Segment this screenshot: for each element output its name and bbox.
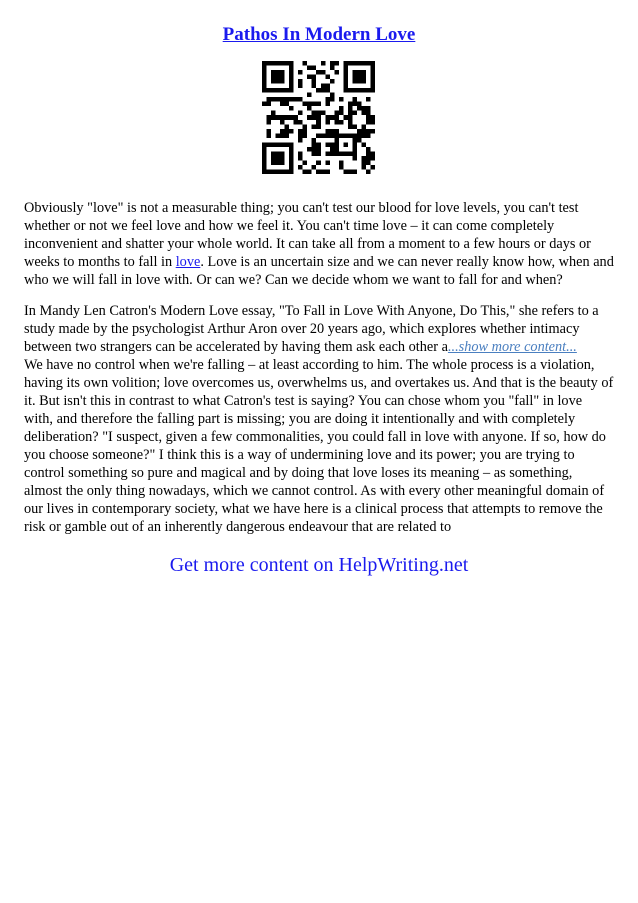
paragraph-1 [24,199,614,289]
show-more-link[interactable]: ...show more content... [447,339,577,355]
love-link[interactable]: love [175,254,201,270]
qr-code-icon [262,61,375,174]
get-more-content-link[interactable]: Get more content on HelpWriting.net [169,554,469,576]
paragraph-2 [24,302,614,536]
paragraph-1-text-a: Obviously "love" is not a measurable thing; you can't test our blood for love levels, you can't test whether or not we feel love and how we feel it. You can't time love – it can come completely inconvenient and shatter your whole world. It can take all from a moment to a few hours or days or weeks to months to fall in [24,200,591,270]
paragraph-1-text-b: . Love is an uncertain size and we can never really know how, when and who we will fall in love with. Or can we? Can we decide whom we want to fall for and when? [24,254,614,288]
paragraph-2-text-b: We have no control when we're falling – at least according to him. The whole process is a violation, having its own volition; love overcomes us, overwhelms us, and overtakes us. And that is the beauty of it. But isn't this in contrast to what Catron's test is saying? You can chose whom you "fall" in love with, and therefore the falling part is missing; you are doing it intentionally and with completely deliberation? "I suspect, given a few commonalities, you could fall in love with anyone. If so, how do you choose someone?" I think this is a way of undermining love and its power; you are trying to control something so pure and magical and by doing that love loses its meaning – as something, almost the only thing nowadays, which we cannot control. As with every other meaningful domain of our lives in contemporary society, what we have here is a clinical process that attempts to remove the risk or gamble out of an inherently dangerous endeavour that are related to [24,357,614,535]
article-body [24,199,614,549]
paragraph-2-text-a: In Mandy Len Catron's Modern Love essay, "To Fall in Love With Anyone, Do This," she refers to a study made by the psychologist Arthur Aron over 20 years ago, which explores whether intimacy between two strangers can be accelerated by having them ask each other a [24,303,599,355]
page-title[interactable]: Pathos In Modern Love [222,24,416,45]
cta-link-container [0,552,638,578]
